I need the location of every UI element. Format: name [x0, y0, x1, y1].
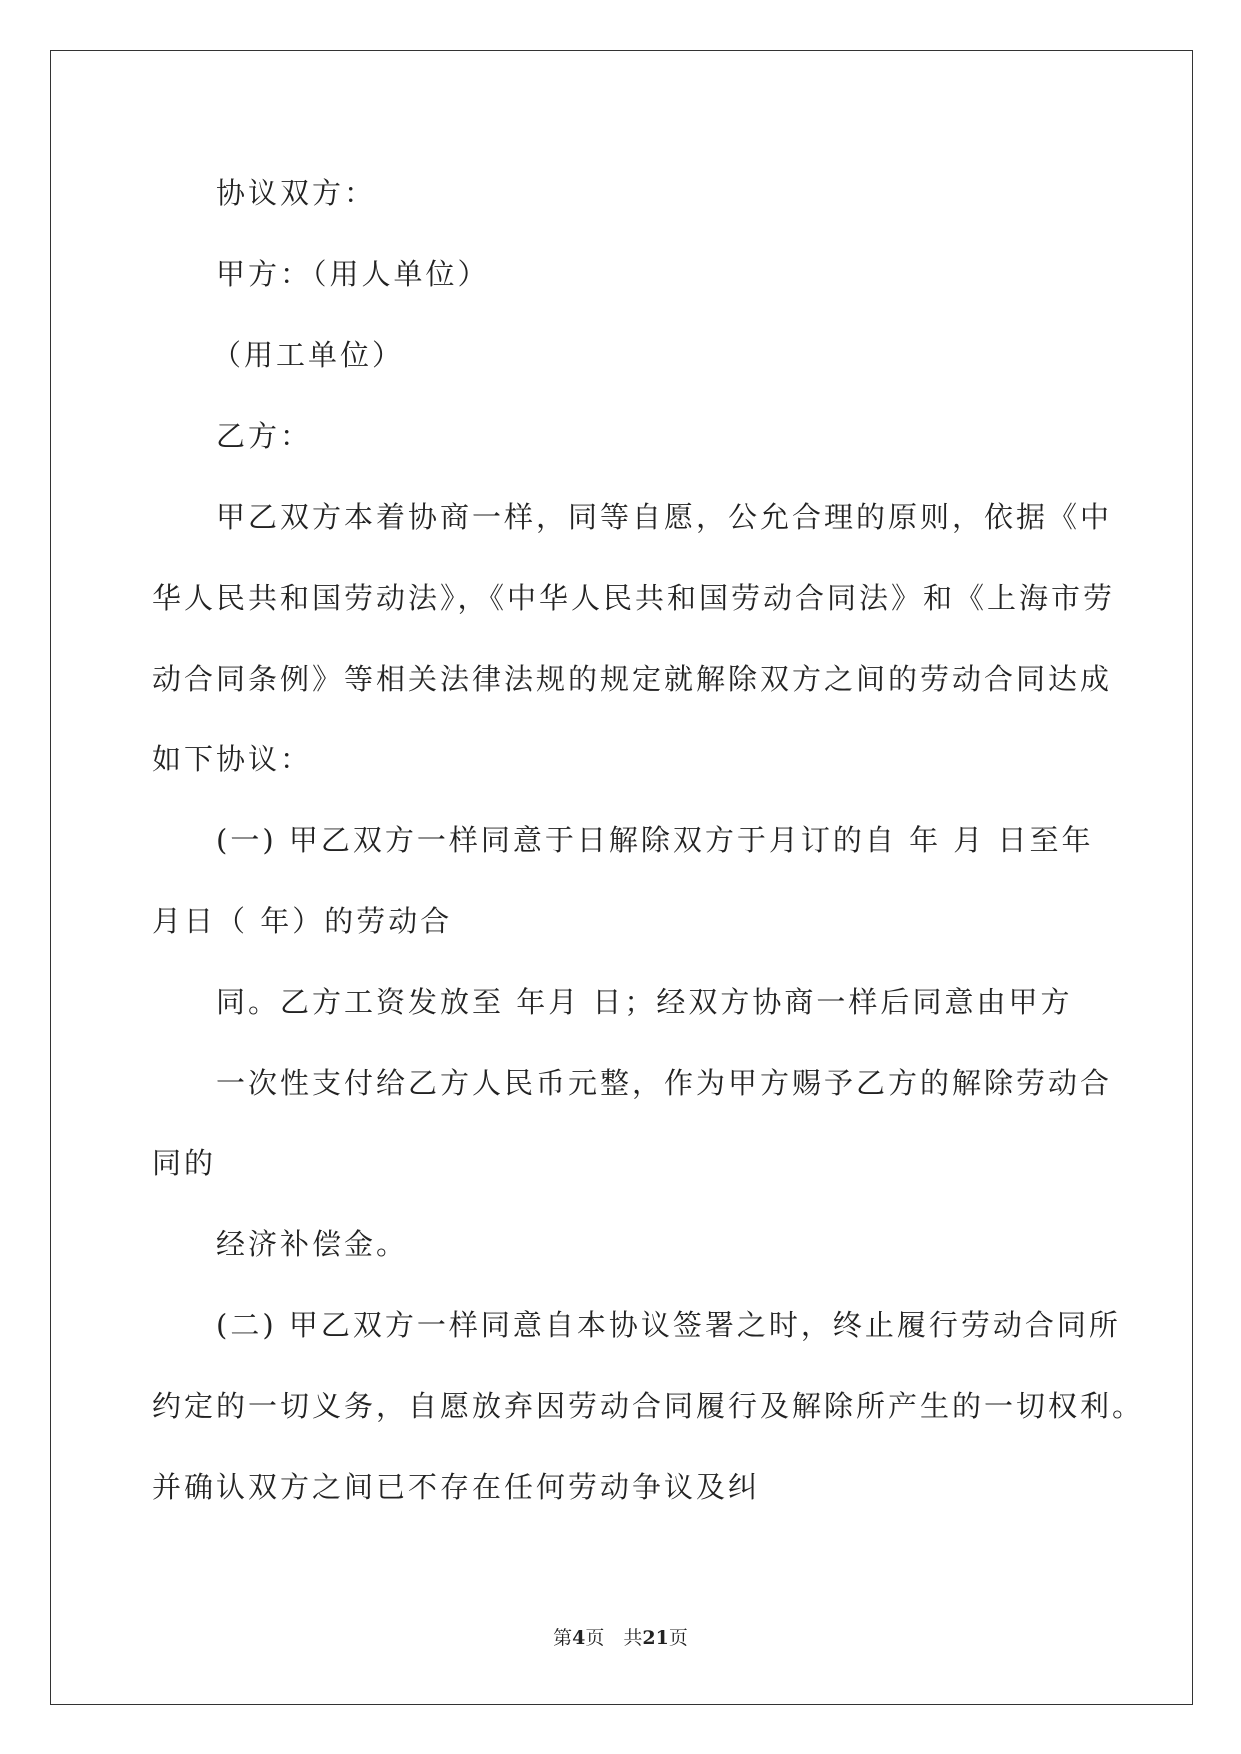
text-line: 经济补偿金。 [216, 1227, 409, 1261]
total-page-number: 21 [642, 1627, 669, 1649]
text-line: 乙方： [216, 419, 313, 453]
footer-suffix: 页 [668, 1627, 688, 1649]
text-line: 一次性支付给乙方人民币元整，作为甲方赐予乙方的解除劳动合 [216, 1066, 1113, 1100]
text-line: 华人民共和国劳动法》，《中华人民共和国劳动合同法》和《上海市劳 [152, 581, 1116, 615]
page-border [50, 50, 1193, 1705]
text-line: 动合同条例》等相关法律法规的规定就解除双方之间的劳动合同达成 [152, 662, 1113, 696]
text-line: 甲乙双方本着协商一样，同等自愿，公允合理的原则，依据《中 [216, 500, 1113, 534]
current-page-number: 4 [572, 1627, 586, 1649]
text-line: （用工单位） [212, 338, 405, 372]
text-line: 甲方：（用人单位） [216, 257, 490, 291]
text-line: 同。乙方工资发放至 年月 日；经双方协商一样后同意由甲方 [216, 985, 1073, 1019]
text-line: 约定的一切义务，自愿放弃因劳动合同履行及解除所产生的一切权利。 [152, 1389, 1145, 1423]
text-line: 同的 [152, 1146, 217, 1180]
text-line: (一) 甲乙双方一样同意于日解除双方于月订的自 年 月 日至年 [216, 823, 1094, 857]
text-line: 月日（ 年）的劳动合 [152, 904, 453, 938]
text-line: 并确认双方之间已不存在任何劳动争议及纠 [152, 1470, 761, 1504]
footer-middle: 页 共 [585, 1627, 643, 1649]
text-line: 协议双方： [216, 176, 377, 210]
text-line: (二) 甲乙双方一样同意自本协议签署之时，终止履行劳动合同所 [216, 1308, 1121, 1342]
page-number-footer [0, 1625, 1241, 1651]
text-line: 如下协议： [152, 742, 313, 776]
footer-prefix: 第 [553, 1627, 573, 1649]
